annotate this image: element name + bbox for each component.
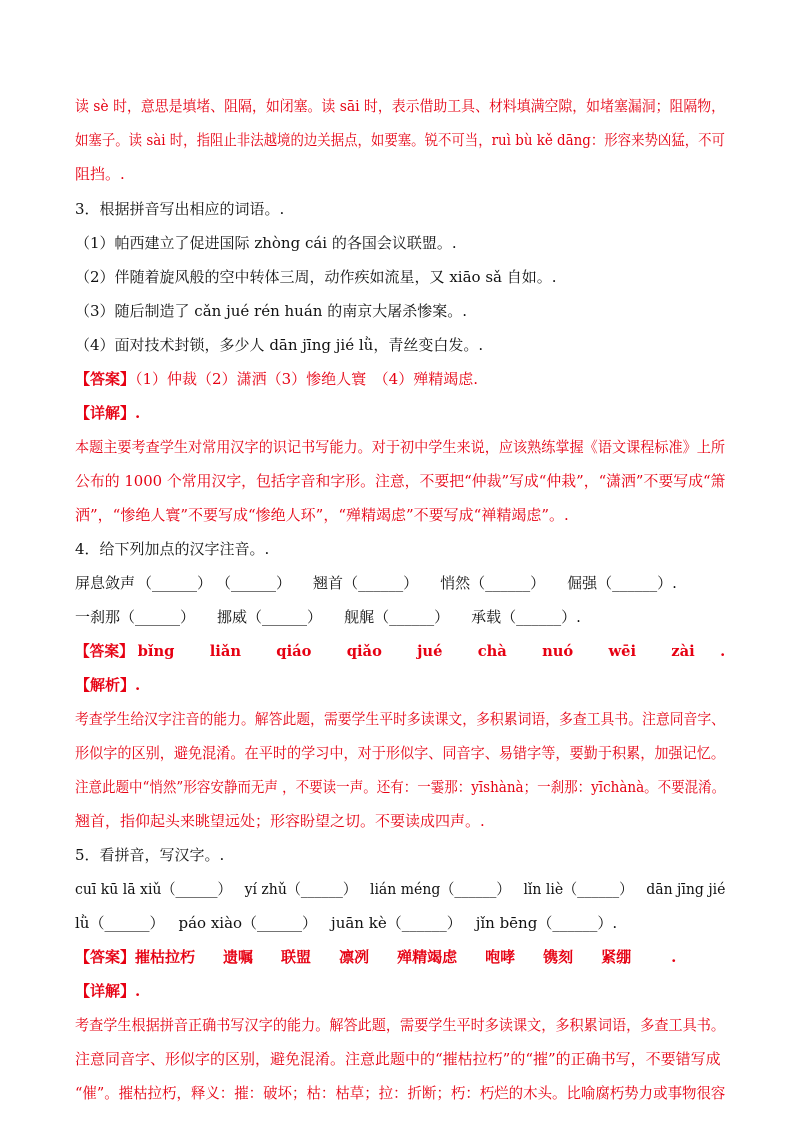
question-4-detail-4: 翘首，指仰起头来眺望远处；形容盼望之切。不要读成四声。. <box>75 812 485 830</box>
word: 一刹那 <box>75 608 121 626</box>
answer-item: 咆哮 <box>485 948 516 966</box>
question-4-detail-1: 考查学生给汉字注音的能力。解答此题，需要学生平时多读课文，多积累词语，多查工具书。注意同音字、 <box>75 710 726 728</box>
answer-label: 【答案】 <box>75 948 136 966</box>
answer-item: 镌刻 <box>543 948 574 966</box>
question-5-detail-1: 考查学生根据拼音正确书写汉字的能力。解答此题，需要学生平时多读课文，多积累词语，多查工具书。 <box>75 1016 725 1034</box>
pinyin-item: lián méng（______） <box>369 880 511 898</box>
answer-item: qiǎo <box>346 642 382 660</box>
blank: （______） <box>247 608 323 626</box>
pinyin-item: lǐn liè（______） <box>523 880 634 898</box>
question-3-answer <box>75 369 478 389</box>
answer-item: zài <box>671 642 695 660</box>
question-5-detail-label: 【详解】. <box>75 982 141 1000</box>
blank: （______） <box>470 574 546 592</box>
blank: （______） <box>120 608 196 626</box>
question-4-title: 4．给下列加点的汉字注音。. <box>75 540 270 558</box>
question-4-answer <box>75 641 725 661</box>
answer-label: 【答案】 <box>75 642 134 660</box>
question-4-row-1 <box>75 573 677 593</box>
pinyin-item: juān kè（______） <box>331 914 462 932</box>
word: 翘首 <box>313 574 344 592</box>
trail: . <box>612 914 618 932</box>
answer-item: nuó <box>542 642 574 660</box>
answer-item: 摧枯拉朽 <box>135 948 196 966</box>
word: 屏息敛声 <box>75 574 136 592</box>
pinyin-item: páo xiào（______） <box>178 914 318 932</box>
blank: （______） <box>137 574 213 592</box>
explanation-line-2: 如塞子。读 sài 时，指阻止非法越境的边关据点，如要塞。锐不可当，ruì bù kě dāng：形容来势凶猛，不可 <box>75 131 725 149</box>
trail: . <box>672 574 677 592</box>
answer-item: wēi <box>608 642 637 660</box>
blank: （______） <box>501 608 577 626</box>
question-5-detail-2: 注意同音字、形似字的区别，避免混淆。注意此题中的“摧枯拉朽”的“摧”的正确书写，不要错写成 <box>75 1050 721 1068</box>
question-3-detail-label: 【详解】. <box>75 404 141 422</box>
answer-item: 凛冽 <box>339 948 370 966</box>
answer-item: 联盟 <box>281 948 312 966</box>
question-4-row-2 <box>75 607 581 627</box>
pinyin-item: yí zhǔ（______） <box>244 880 357 898</box>
answer-item: . <box>671 948 677 966</box>
word: 挪威 <box>217 608 248 626</box>
answer-item: chà <box>477 642 507 660</box>
answer-item: 殚精竭虑 <box>397 948 458 966</box>
answer-item: qiáo <box>276 642 312 660</box>
explanation-line-3: 阻挡。. <box>75 165 125 183</box>
question-3-item-2: （2）伴随着旋风般的空中转体三周，动作疾如流星，又 xiāo sǎ 自如。. <box>75 268 557 286</box>
question-3-detail-2: 公布的 1000 个常用汉字，包括字音和字形。注意，不要把“仲裁”写成“仲栽”，“潇洒”不要写成“箫 <box>75 472 726 490</box>
question-3-title: 3．根据拼音写出相应的词语。. <box>75 200 285 218</box>
blank: （______） <box>374 608 450 626</box>
question-3-item-3: （3）随后制造了 cǎn jué rén huán 的南京大屠杀惨案。. <box>75 302 467 320</box>
word: 舰艉 <box>344 608 375 626</box>
blank: （______） <box>597 574 673 592</box>
question-5-row-1 <box>75 879 725 899</box>
explanation-line-1: 读 sè 时，意思是填堵、阻隔，如闭塞。读 sāi 时，表示借助工具、材料填满空隙，如堵塞漏洞；阻隔物， <box>75 97 726 115</box>
question-3-item-4: （4）面对技术封锁，多少人 dān jīng jié lǜ，青丝变白发。. <box>75 336 484 354</box>
question-3-detail-1: 本题主要考查学生对常用汉字的识记书写能力。对于初中学生来说，应该熟练掌握《语文课程标准》上所 <box>75 438 725 456</box>
blank: （______） <box>216 574 292 592</box>
pinyin-item: jǐn bēng（______） <box>475 914 613 932</box>
word: 倔强 <box>567 574 598 592</box>
word: 悄然 <box>440 574 471 592</box>
question-4-detail-3: 注意此题中“悄然”形容安静而无声 ，不要读一声。还有：一霎那：yīshànà；一刹那：yīchànà。不要混淆。 <box>75 778 726 796</box>
answer-item: . <box>720 642 726 660</box>
question-5-row-2 <box>75 913 617 933</box>
answer-item: 遗嘱 <box>223 948 254 966</box>
word: 承载 <box>471 608 502 626</box>
pinyin-item: lǜ（______） <box>75 914 165 932</box>
question-3-item-1: （1）帕西建立了促进国际 zhòng cái 的各国会议联盟。. <box>75 234 457 252</box>
trail: . <box>576 608 581 626</box>
answer-label: 【答案】 <box>75 370 136 388</box>
question-4-detail-2: 形似字的区别，避免混淆。在平时的学习中，对于形似字、同音字、易错字等，要勤于积累，加强记忆。 <box>75 744 725 762</box>
answer-item: 紧绷 <box>601 948 632 966</box>
question-3-detail-3: 洒”，“惨绝人寰”不要写成“惨绝人环”，“殚精竭虑”不要写成“禅精竭虑”。. <box>75 506 569 524</box>
answer-item: jué <box>417 642 443 660</box>
pinyin-item: dān jīng jié <box>646 880 726 898</box>
question-5-detail-3: “催”。摧枯拉朽，释义：摧：破坏；枯：枯草；拉：折断；朽：朽烂的木头。比喻腐朽势力或事物很容 <box>75 1084 726 1102</box>
question-5-answer <box>75 947 676 967</box>
blank: （______） <box>343 574 419 592</box>
answer-item: bǐng <box>137 642 175 660</box>
question-4-detail-label: 【解析】. <box>75 676 141 694</box>
answer-item: liǎn <box>209 642 242 660</box>
question-5-title: 5．看拼音，写汉字。. <box>75 846 225 864</box>
answer-text: （1）仲裁（2）潇洒（3）惨绝人寰 （4）殚精竭虑. <box>135 370 478 388</box>
pinyin-item: cuī kū lā xiǔ（______） <box>75 880 232 898</box>
